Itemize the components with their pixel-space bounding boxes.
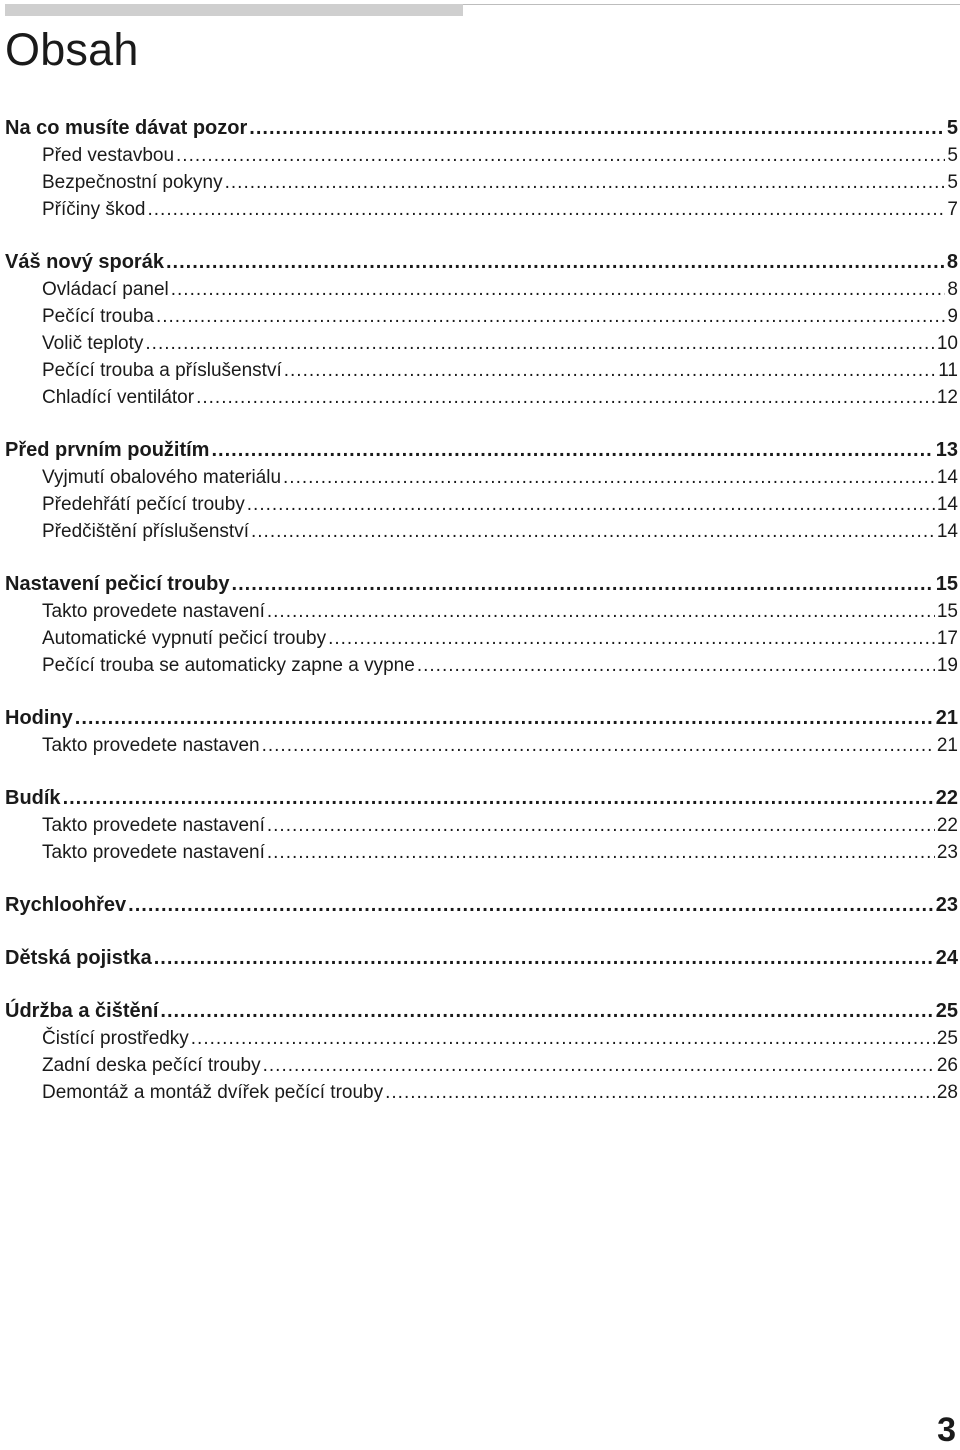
toc-entry-page: 19 — [936, 655, 958, 676]
toc-entry-label: Příčiny škod — [42, 199, 146, 220]
toc-entry-page: 5 — [947, 172, 958, 193]
dot-leader — [145, 330, 934, 357]
dot-leader — [267, 812, 935, 839]
dot-leader — [284, 357, 937, 384]
toc-entry-page: 22 — [936, 815, 958, 836]
dot-leader — [417, 652, 935, 679]
toc-entry[interactable] — [5, 1025, 958, 1052]
toc-entry-page: 8 — [947, 279, 958, 300]
toc-entry[interactable] — [5, 812, 958, 839]
toc-entry-page: 14 — [936, 494, 958, 515]
toc-heading[interactable] — [5, 705, 958, 732]
header-bar — [5, 4, 463, 16]
toc-heading-page: 15 — [935, 573, 958, 595]
page-title: Obsah — [5, 24, 139, 75]
toc-entry-label: Bezpečnostní pokyny — [42, 172, 223, 193]
dot-leader — [267, 839, 935, 866]
toc-entry-page: 25 — [936, 1028, 958, 1049]
toc-entry-page: 7 — [947, 199, 958, 220]
toc-entry[interactable] — [5, 303, 958, 330]
dot-leader — [262, 732, 935, 759]
dot-leader — [63, 785, 934, 812]
toc-entry-page: 5 — [947, 145, 958, 166]
dot-leader — [128, 892, 934, 919]
toc-heading[interactable] — [5, 571, 958, 598]
toc-entry[interactable] — [5, 491, 958, 518]
toc-heading-label: Na co musíte dávat pozor — [5, 117, 248, 139]
toc-entry[interactable] — [5, 839, 958, 866]
toc-heading-page: 8 — [946, 251, 958, 273]
toc-entry[interactable] — [5, 518, 958, 545]
toc-heading-label: Váš nový sporák — [5, 251, 164, 273]
dot-leader — [166, 249, 945, 276]
toc-section — [5, 998, 958, 1106]
toc-entry[interactable] — [5, 357, 958, 384]
toc-heading-label: Rychloohřev — [5, 894, 127, 916]
dot-leader — [176, 142, 945, 169]
toc-section — [5, 249, 958, 411]
toc-entry[interactable] — [5, 652, 958, 679]
toc-entry-label: Před vestavbou — [42, 145, 175, 166]
dot-leader — [251, 518, 935, 545]
toc-heading-page: 13 — [935, 439, 958, 461]
toc-heading[interactable] — [5, 945, 958, 972]
toc-entry-label: Pečící trouba — [42, 306, 154, 327]
toc-entry-page: 9 — [947, 306, 958, 327]
dot-leader — [225, 169, 946, 196]
toc-entry-page: 26 — [936, 1055, 958, 1076]
toc-entry-page: 11 — [938, 360, 958, 381]
dot-leader — [191, 1025, 935, 1052]
toc-entry-page: 14 — [936, 521, 958, 542]
page-number: 3 — [937, 1411, 956, 1449]
dot-leader — [267, 598, 935, 625]
toc-entry-page: 12 — [936, 387, 958, 408]
toc-entry-page: 28 — [936, 1082, 958, 1103]
toc-entry-page: 21 — [936, 735, 958, 756]
toc-entry-label: Automatické vypnutí pečicí trouby — [42, 628, 327, 649]
toc-section — [5, 785, 958, 866]
toc-entry-label: Ovládací panel — [42, 279, 169, 300]
toc-entry-label: Takto provedete nastaven — [42, 735, 260, 756]
toc-heading-label: Budík — [5, 787, 61, 809]
toc-entry[interactable] — [5, 276, 958, 303]
toc-entry-label: Takto provedete nastavení — [42, 842, 265, 863]
toc-entry-label: Čistící prostředky — [42, 1028, 189, 1049]
toc-heading-page: 23 — [935, 894, 958, 916]
dot-leader — [211, 437, 933, 464]
dot-leader — [385, 1079, 935, 1106]
dot-leader — [232, 571, 934, 598]
toc-entry-label: Předčištění příslušenství — [42, 521, 249, 542]
toc-entry-page: 17 — [936, 628, 958, 649]
toc-heading[interactable] — [5, 115, 958, 142]
toc-heading[interactable] — [5, 892, 958, 919]
dot-leader — [171, 276, 946, 303]
toc-entry[interactable] — [5, 625, 958, 652]
toc-entry[interactable] — [5, 330, 958, 357]
dot-leader — [196, 384, 935, 411]
toc-section — [5, 115, 958, 223]
toc-entry-label: Volič teploty — [42, 333, 144, 354]
toc-entry-label: Pečící trouba a příslušenství — [42, 360, 282, 381]
toc-entry-page: 10 — [936, 333, 958, 354]
dot-leader — [247, 491, 935, 518]
toc-entry[interactable] — [5, 732, 958, 759]
toc-heading-label: Dětská pojistka — [5, 947, 152, 969]
toc-entry[interactable] — [5, 464, 958, 491]
toc-entry[interactable] — [5, 196, 958, 223]
toc-heading-label: Hodiny — [5, 707, 73, 729]
toc-entry-label: Pečící trouba se automaticky zapne a vypne — [42, 655, 415, 676]
dot-leader — [75, 705, 934, 732]
toc-section — [5, 892, 958, 919]
dot-leader — [328, 625, 935, 652]
toc-heading[interactable] — [5, 249, 958, 276]
dot-leader — [283, 464, 935, 491]
toc-section — [5, 437, 958, 545]
toc-entry-page: 14 — [936, 467, 958, 488]
toc-entry-label: Vyjmutí obalového materiálu — [42, 467, 282, 488]
toc-entry-label: Předehřátí pečící trouby — [42, 494, 245, 515]
toc-heading-label: Před prvním použitím — [5, 439, 210, 461]
toc-entry[interactable] — [5, 142, 958, 169]
toc-heading-page: 21 — [935, 707, 958, 729]
toc-section — [5, 945, 958, 972]
toc-heading-page: 22 — [935, 787, 958, 809]
toc-section — [5, 571, 958, 679]
table-of-contents — [5, 115, 958, 1132]
dot-leader — [160, 998, 933, 1025]
toc-entry-label: Zadní deska pečící trouby — [42, 1055, 261, 1076]
dot-leader — [156, 303, 945, 330]
dot-leader — [249, 115, 945, 142]
toc-heading[interactable] — [5, 785, 958, 812]
toc-entry-page: 23 — [936, 842, 958, 863]
toc-entry[interactable] — [5, 169, 958, 196]
toc-entry[interactable] — [5, 384, 958, 411]
toc-heading-page: 5 — [946, 117, 958, 139]
toc-heading-page: 25 — [935, 1000, 958, 1022]
toc-heading-label: Nastavení pečicí trouby — [5, 573, 230, 595]
toc-entry-page: 15 — [936, 601, 958, 622]
toc-entry[interactable] — [5, 598, 958, 625]
toc-heading[interactable] — [5, 998, 958, 1025]
toc-heading-label: Údržba a čištění — [5, 1000, 159, 1022]
toc-heading[interactable] — [5, 437, 958, 464]
toc-entry-label: Takto provedete nastavení — [42, 815, 265, 836]
toc-entry-label: Takto provedete nastavení — [42, 601, 265, 622]
toc-entry-label: Demontáž a montáž dvířek pečící trouby — [42, 1082, 384, 1103]
toc-entry[interactable] — [5, 1079, 958, 1106]
toc-heading-page: 24 — [935, 947, 958, 969]
dot-leader — [147, 196, 945, 223]
dot-leader — [154, 945, 934, 972]
dot-leader — [263, 1052, 935, 1079]
toc-section — [5, 705, 958, 759]
toc-entry-label: Chladící ventilátor — [42, 387, 195, 408]
header-rule — [463, 4, 960, 5]
toc-entry[interactable] — [5, 1052, 958, 1079]
